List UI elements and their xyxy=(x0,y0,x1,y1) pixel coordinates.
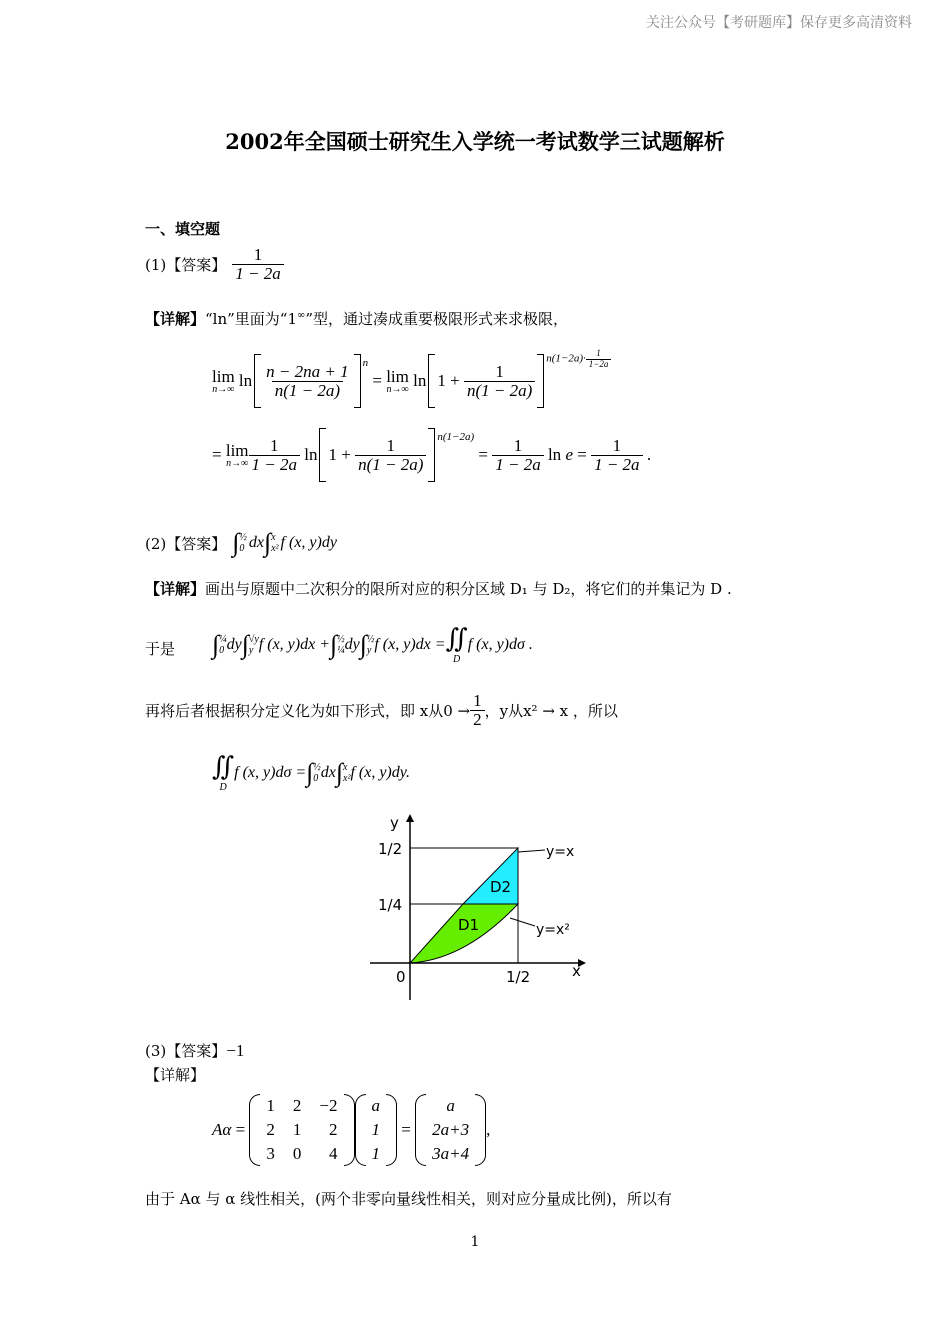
q1-detail-text: “ln”里面为“1 xyxy=(205,310,298,328)
region-figure xyxy=(360,810,600,1010)
fig-line-label: y=x xyxy=(546,844,575,860)
q3-label: (3)【答案】 xyxy=(145,1042,227,1060)
fig-origin: 0 xyxy=(396,968,406,986)
fig-curve-label: y=x² xyxy=(536,922,570,938)
q2-equation-2: ∬ D f (x, y)dσ = ∫ ½ 0 dx ∫ x x² f (x, y)dy. xyxy=(212,752,410,793)
fig-y-label: y xyxy=(390,814,399,832)
matrix-a-cell: 4 xyxy=(329,1144,338,1163)
q3-matrix-equation: Aα = 1 2 −2 2 1 2 3 0 4 a 1 1 = a 2a+3 3a+4 , xyxy=(212,1094,490,1166)
vector-result-cell: 3a+4 xyxy=(432,1144,470,1163)
matrix-a xyxy=(249,1094,354,1166)
vector-alpha xyxy=(355,1094,398,1166)
q1-answer-num: 1 xyxy=(253,245,263,264)
fig-y-half: 1/2 xyxy=(378,840,403,858)
fig-d1: D1 xyxy=(458,916,480,934)
page-title: 2002年全国硕士研究生入学统一考试数学三试题解析 xyxy=(225,129,725,154)
q1-answer xyxy=(145,246,284,283)
matrix-a-cell: 0 xyxy=(292,1144,302,1163)
q2-equation-1: ∫ ¼ 0 dy ∫ √y y f (x, y)dx + ∫ ½ ¼ dy ∫ ½ y f (x, y)dx = ∬ D f (x, y)dσ . xyxy=(212,624,533,665)
matrix-a-cell: −2 xyxy=(319,1096,338,1115)
vector-alpha-cell: 1 xyxy=(371,1144,380,1163)
fig-x-label: x xyxy=(572,962,581,980)
q1-equation-2: = lim n→∞ $\frac{1}{1 - 2a}$ ln 1 + $\frac{1}{n(1 - 2a)}$ n(1−2a) = $\frac{1}{1 - 2a}$ ln e = $\frac{1}{1 - 2a}$ . xyxy=(212,424,651,486)
page-number: 1 xyxy=(470,1234,480,1250)
q2-yushi: 于是 xyxy=(145,640,176,658)
q1-label: (1)【答案】 xyxy=(145,255,227,274)
q1-equation-1: lim n→∞ ln $\frac{n - 2na + 1}{n(1 - 2a)}$ n = lim n→∞ ln 1 + $\frac{1}{n(1 - 2a)}$ n(1−2a)· $\frac{1}{1-2a}$ xyxy=(212,350,611,412)
q3-conclusion: 由于 Aα 与 α 线性相关，(两个非零向量线性相关，则对应分量成比例)，所以有 xyxy=(145,1190,672,1208)
matrix-a-cell: 1 xyxy=(292,1120,302,1139)
q1-detail xyxy=(145,308,568,329)
q2-answer xyxy=(145,528,337,558)
matrix-a-cell: 2 xyxy=(292,1096,302,1115)
vector-result-cell: a xyxy=(446,1096,455,1115)
header-note: 关注公众号【考研题库】保存更多高清资料 xyxy=(646,15,912,31)
q2-label: (2)【答案】 xyxy=(145,534,227,553)
q2-line2-mid: ，y从x² → x ，所以 xyxy=(484,701,618,720)
vector-result-cell: 2a+3 xyxy=(432,1120,470,1139)
q3-detail-label: 【详解】 xyxy=(145,1066,206,1084)
vector-result xyxy=(415,1094,486,1166)
q3-answer-value: −1 xyxy=(226,1041,245,1060)
matrix-a-cell: 1 xyxy=(266,1096,275,1115)
q1-detail-text2: ”型，通过凑成重要极限形式来求极限， xyxy=(305,310,569,328)
q2-line2: 再将后者根据积分定义化为如下形式，即 x从0 → $\frac{1}{2}$ ，y从x² → x ，所以 xyxy=(145,691,618,729)
q1-detail-label: 【详解】 xyxy=(145,310,206,328)
vector-alpha-cell: a xyxy=(371,1096,380,1115)
q2-line2-text: 再将后者根据积分定义化为如下形式，即 x从0 → xyxy=(145,701,471,720)
vector-alpha-cell: 1 xyxy=(371,1120,380,1139)
q3-answer xyxy=(145,1040,244,1061)
section-heading: 一、填空题 xyxy=(145,220,221,238)
q1-answer-den: 1 − 2a xyxy=(232,264,283,283)
q1-answer-fraction xyxy=(232,246,283,283)
matrix-a-cell: 2 xyxy=(329,1120,338,1139)
q2-detail-label: 【详解】 xyxy=(145,580,206,598)
q2-detail xyxy=(145,578,732,599)
fig-y-quarter: 1/4 xyxy=(378,896,403,914)
matrix-a-cell: 3 xyxy=(266,1144,275,1163)
matrix-a-cell: 2 xyxy=(266,1120,275,1139)
fig-d2: D2 xyxy=(490,878,512,896)
fig-x-half: 1/2 xyxy=(506,968,531,986)
q2-detail-text: 画出与原题中二次积分的限所对应的积分区域 D₁ 与 D₂，将它们的并集记为 D . xyxy=(205,580,732,598)
q1-detail-sup: ∞ xyxy=(297,310,306,321)
q2-answer-expr: ∫ ½ 0 dx ∫ x x² f (x, y)dy xyxy=(232,528,337,557)
